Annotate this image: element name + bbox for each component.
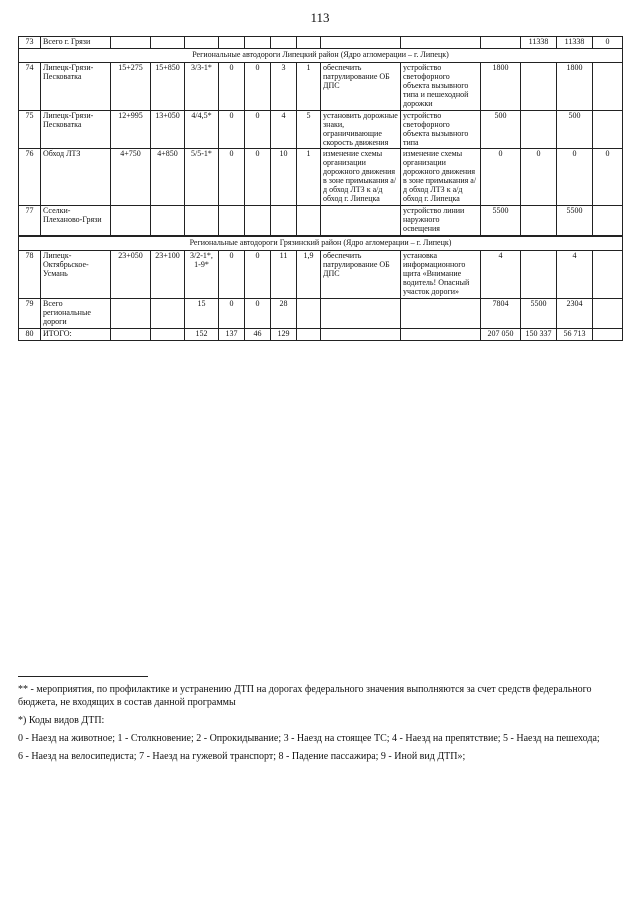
table-cell — [593, 110, 623, 149]
table-row — [19, 37, 623, 49]
table-cell: 76 — [19, 149, 41, 206]
table-cell: 7804 — [481, 298, 521, 328]
table-cell — [321, 298, 401, 328]
table-cell: 129 — [271, 328, 297, 340]
table-cell: установить дорожные знаки, ограничивающие скорость движения — [321, 110, 401, 149]
table-cell — [321, 328, 401, 340]
table-cell: Липецк-Грязи-Песковатка — [41, 62, 111, 110]
table-cell: 0 — [219, 110, 245, 149]
table-cell: 152 — [185, 328, 219, 340]
table-cell: 0 — [557, 149, 593, 206]
table-row — [19, 328, 623, 340]
table-cell: 74 — [19, 62, 41, 110]
table-cell: 3/2-1*, 1-9* — [185, 251, 219, 299]
table-cell — [521, 251, 557, 299]
table-cell: 73 — [19, 37, 41, 49]
table-cell — [401, 37, 481, 49]
table-cell: 12+995 — [111, 110, 151, 149]
table-cell — [481, 37, 521, 49]
table-cell — [185, 37, 219, 49]
table-cell — [219, 37, 245, 49]
table-cell: изменение схемы организации дорожного движения в зоне примыкания а/д обход ЛТЗ к а/д обход г. Липецка — [321, 149, 401, 206]
table-cell: ИТОГО: — [41, 328, 111, 340]
table-cell: 5/5-1* — [185, 149, 219, 206]
table-cell: 4 — [557, 251, 593, 299]
table-cell: 0 — [219, 251, 245, 299]
table-cell — [151, 298, 185, 328]
table-cell: устройство светофорного объекта вызывного типа и пешеходной дорожки — [401, 62, 481, 110]
table-cell: Всего региональные дороги — [41, 298, 111, 328]
table-cell — [321, 206, 401, 236]
table-cell: 4/4,5* — [185, 110, 219, 149]
table-cell: 4+750 — [111, 149, 151, 206]
table-cell: 4 — [271, 110, 297, 149]
table-cell: 78 — [19, 251, 41, 299]
table-cell — [521, 62, 557, 110]
table-cell: 11338 — [557, 37, 593, 49]
table-row — [19, 62, 623, 110]
table-cell: Липецк-Октябрьское-Усмань — [41, 251, 111, 299]
table-body-section-2 — [19, 251, 623, 341]
table-cell: 0 — [245, 251, 271, 299]
table-cell: 4 — [481, 251, 521, 299]
table-cell: 10 — [271, 149, 297, 206]
table-cell: Всего г. Грязи — [41, 37, 111, 49]
table-cell: 3 — [271, 62, 297, 110]
table-row — [19, 298, 623, 328]
table-cell: 11338 — [521, 37, 557, 49]
table-cell: 4+850 — [151, 149, 185, 206]
table-cell — [245, 206, 271, 236]
table-cell: 15+275 — [111, 62, 151, 110]
table-cell: 75 — [19, 110, 41, 149]
table-cell — [151, 206, 185, 236]
table-cell: 0 — [245, 298, 271, 328]
table-cell: 500 — [557, 110, 593, 149]
table-cell: 5 — [297, 110, 321, 149]
table-cell — [219, 206, 245, 236]
table-section-2 — [19, 236, 623, 250]
table-cell: 0 — [245, 149, 271, 206]
table-cell: 80 — [19, 328, 41, 340]
table-cell — [111, 37, 151, 49]
table-cell — [111, 298, 151, 328]
table-cell: Липецк-Грязи-Песковатка — [41, 110, 111, 149]
measures-table — [18, 36, 623, 341]
table-cell — [151, 37, 185, 49]
table-cell: 15+850 — [151, 62, 185, 110]
table-cell — [521, 206, 557, 236]
table-cell: 0 — [593, 37, 623, 49]
footnotes — [18, 676, 622, 768]
table-cell: 0 — [219, 62, 245, 110]
table-cell: 0 — [245, 110, 271, 149]
table-row — [19, 149, 623, 206]
table-cell: 2304 — [557, 298, 593, 328]
table-cell: установка информационного щита «Внимание водитель! Опасный участок дороги» — [401, 251, 481, 299]
table-cell — [297, 298, 321, 328]
table-cell: 3/3-1* — [185, 62, 219, 110]
table-section-1 — [19, 48, 623, 62]
page-number: 113 — [310, 10, 330, 25]
table-cell — [593, 251, 623, 299]
table-cell — [593, 298, 623, 328]
section-heading: Региональные автодороги Грязинский район (Ядро агломерации – г. Липецк) — [19, 236, 623, 250]
table-cell: 0 — [219, 149, 245, 206]
table-cell — [321, 37, 401, 49]
footnote-star: ** - мероприятия, по профилактике и устранению ДТП на дорогах федерального значения выполняются за счет средств федерального бюджета, не входящих в состав данной программы — [18, 684, 592, 708]
table-cell: обеспечить патрулирование ОБ ДПС — [321, 62, 401, 110]
table-cell — [111, 206, 151, 236]
table-cell — [297, 206, 321, 236]
section-heading: Региональные автодороги Липецкий район (Ядро агломерации – г. Липецк) — [19, 48, 623, 62]
table-cell: 0 — [593, 149, 623, 206]
table-cell: 5500 — [557, 206, 593, 236]
table-cell: 0 — [219, 298, 245, 328]
table-cell: 5500 — [521, 298, 557, 328]
table-cell: 15 — [185, 298, 219, 328]
table-cell — [111, 328, 151, 340]
table-row — [19, 251, 623, 299]
table-cell — [521, 110, 557, 149]
table-row — [19, 110, 623, 149]
footnote-codes-line: 0 - Наезд на животное; 1 - Столкновение; 2 - Опрокидывание; 3 - Наезд на стоящее ТС; 4 - Наезд на препятствие; 5 - Наезд на пешехода; — [18, 733, 600, 744]
table-cell — [593, 206, 623, 236]
table-cell: изменение схемы организации дорожного движения в зоне примыкания а/д обход ЛТЗ к а/д обход г. Липецка — [401, 149, 481, 206]
table-body-top — [19, 37, 623, 49]
table-cell: 150 337 — [521, 328, 557, 340]
table-cell: 56 713 — [557, 328, 593, 340]
table-cell — [593, 62, 623, 110]
table-cell: 23+100 — [151, 251, 185, 299]
table-cell: Обход ЛТЗ — [41, 149, 111, 206]
table-cell — [593, 328, 623, 340]
table-cell — [401, 328, 481, 340]
table-cell: устройство светофорного объекта вызывного типа — [401, 110, 481, 149]
table-cell — [401, 298, 481, 328]
table-cell: 1,9 — [297, 251, 321, 299]
table-cell: 1800 — [557, 62, 593, 110]
footnote-codes-title: *) Коды видов ДТП: — [18, 715, 105, 726]
table-cell: 23+050 — [111, 251, 151, 299]
table-cell: обеспечить патрулирование ОБ ДПС — [321, 251, 401, 299]
table-cell: 79 — [19, 298, 41, 328]
table-cell: устройство линии наружного освещения — [401, 206, 481, 236]
table-cell: 1 — [297, 149, 321, 206]
table-cell: 5500 — [481, 206, 521, 236]
table-cell — [185, 206, 219, 236]
footnote-codes-line: 6 - Наезд на велосипедиста; 7 - Наезд на гужевой транспорт; 8 - Падение пассажира; 9 - Иной вид ДТП»; — [18, 751, 466, 762]
table-cell: 137 — [219, 328, 245, 340]
table-cell: 28 — [271, 298, 297, 328]
table-body-section-1 — [19, 62, 623, 236]
table-cell: Сселки-Плеханово-Грязи — [41, 206, 111, 236]
table-cell: 1 — [297, 62, 321, 110]
table-cell: 11 — [271, 251, 297, 299]
table-cell — [297, 37, 321, 49]
table-cell: 0 — [521, 149, 557, 206]
table-cell: 1800 — [481, 62, 521, 110]
table-cell — [245, 37, 271, 49]
table-cell — [271, 206, 297, 236]
table-cell: 207 050 — [481, 328, 521, 340]
table-cell — [297, 328, 321, 340]
table-cell: 46 — [245, 328, 271, 340]
table-cell: 13+050 — [151, 110, 185, 149]
table-cell: 0 — [481, 149, 521, 206]
footnote-divider — [18, 676, 148, 677]
table-cell: 0 — [245, 62, 271, 110]
table-row — [19, 206, 623, 236]
table-cell — [151, 328, 185, 340]
table-cell: 77 — [19, 206, 41, 236]
table-cell — [271, 37, 297, 49]
table-cell: 500 — [481, 110, 521, 149]
